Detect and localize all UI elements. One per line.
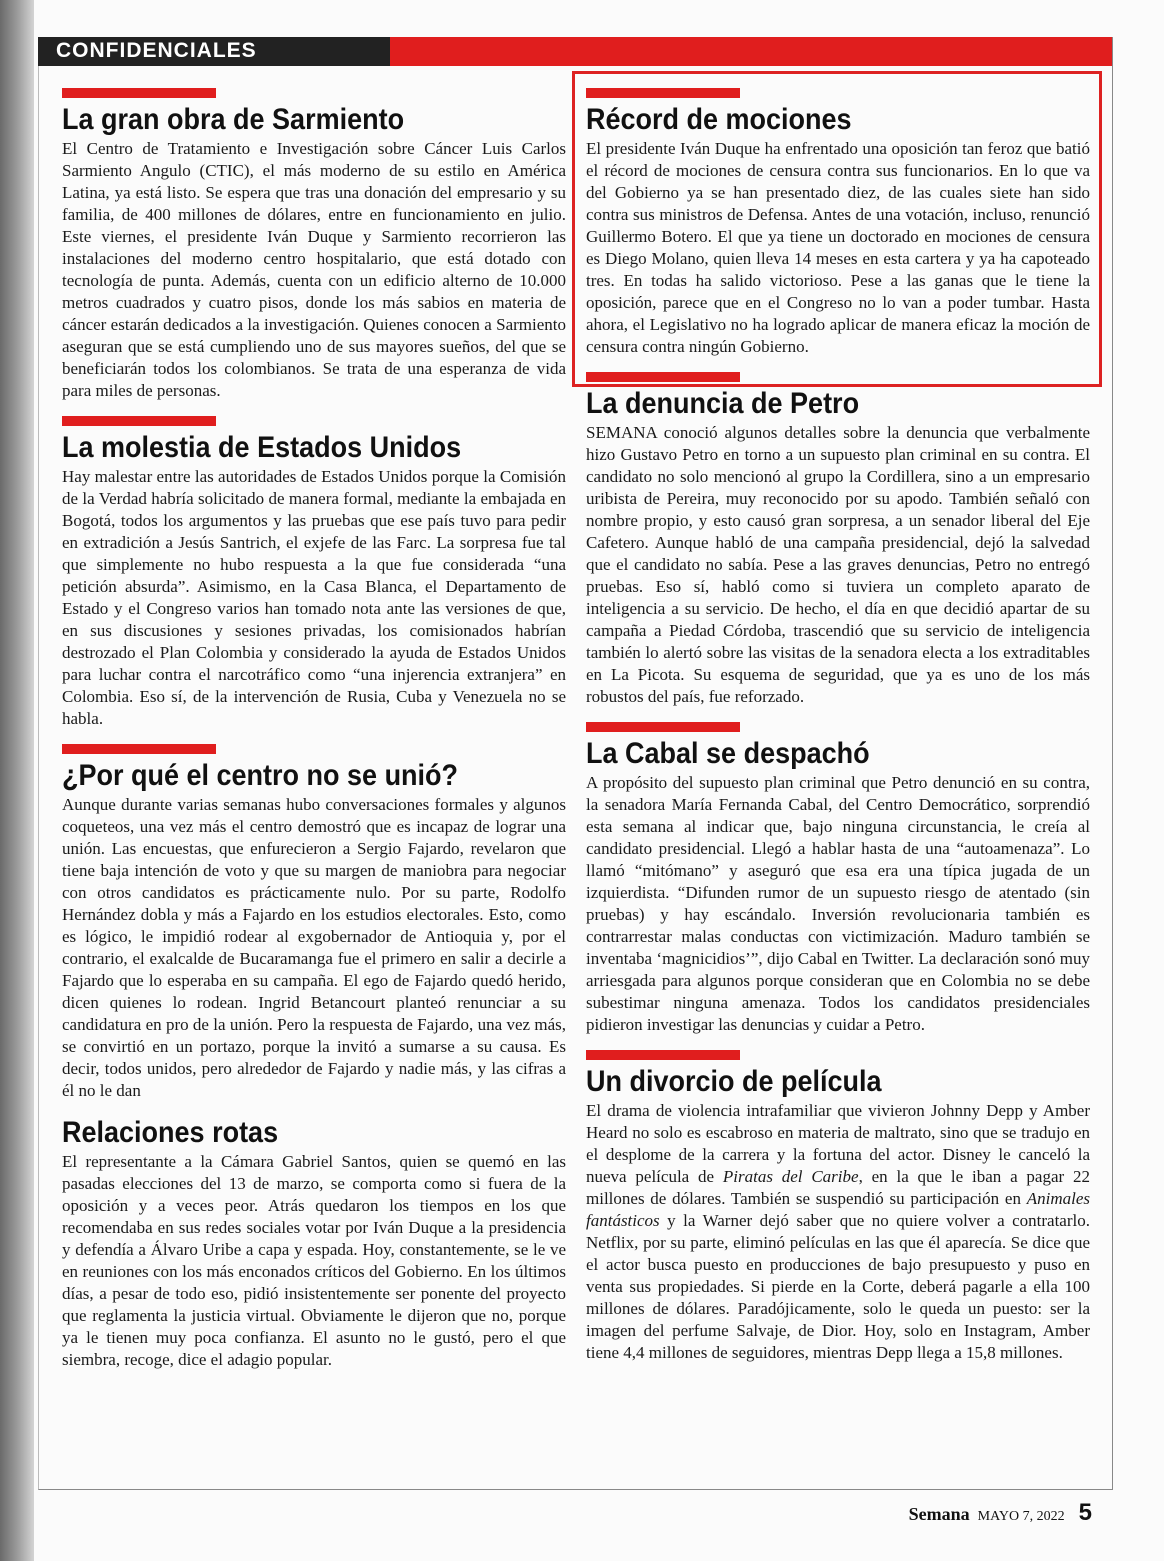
article-divorcio [586,1050,1090,1364]
article-headline: Relaciones rotas [62,1116,279,1149]
article-red-rule [62,416,216,426]
article-cabal [586,722,1090,1036]
article-headline: Récord de mociones [586,103,852,136]
article-body: A propósito del supuesto plan criminal que Petro denunció en su contra, la senadora María Fernanda Cabal, del Centro Democrático, sorprendió esta semana al indicar que, bajo ninguna circunstancia, le creía al candidato presidencial. Llegó a hablar hasta de una “autoamenaza”. Lo llamó “mitómano” y aseguró que esa era una típica jugada de un izquierdista. “Difunden rumor de un supuesto riesgo de atentado (sin pruebas) y hay escándalo. Inversión revolucionaria también es contrarrestar malas conductas con victimización. Maduro también se inventaba ‘magnicidios’”, dijo Cabal en Twitter. La declaración sonó muy arriesgada para algunos porque consideran que en Colombia no se debe subestimar ninguna amenaza. Todos los candidatos presidenciales pidieron investigar las denuncias y cuidar a Petro. [586,773,1090,1034]
article-body: SEMANA conoció algunos detalles sobre la denuncia que verbalmente hizo Gustavo Petro en torno a un supuesto plan criminal en su contra. El candidato no solo mencionó al grupo la Cordillera, sino a un empresario uribista de Pereira, muy reconocido por su apodo. También señaló con nombre propio, y esto causó gran sorpresa, a un senador liberal del Eje Cafetero. Aunque habló de una campaña presidencial, dejó la salvedad que el candidato no sabía. Pese a las graves denuncias, Petro no entregó pruebas. Eso sí, habló como si tuviera un completo aparato de inteligencia a su servicio. De hecho, el día en que decidió apartar de su campaña a Piedad Córdoba, trascendió que su servicio de inteligencia también lo alertó sobre las visitas de la senadora electa a los extraditables en La Picota. Su esquema de seguridad, que ya es uno de los más robustos del país, fue reforzado. [586,423,1090,706]
article-headline: La molestia de Estados Unidos [62,431,462,464]
page-footer [909,1499,1092,1527]
footer-page-number: 5 [1078,1499,1092,1526]
body-text-span: El drama de violencia intrafamiliar que vivieron Johnny Depp y Amber Heard no solo es escabroso en materia de maltrato, sino que se tradujo en el desplome de la carrera y la fortuna del actor. Disney le canceló la nueva película de [586,1101,1090,1186]
article-red-rule [586,1050,740,1060]
article-red-rule [62,744,216,754]
article-headline: Un divorcio de película [586,1065,882,1098]
highlight-box [572,71,1102,387]
section-label: CONFIDENCIALES [56,39,257,62]
article-body [586,1100,1090,1364]
article-headline: La Cabal se despachó [586,737,870,770]
article-denuncia-petro [586,372,1090,708]
footer-magazine-name: Semana [908,1504,970,1524]
body-text-span: y la Warner dejó saber que no quiere volver a contratarlo. Netflix, por su parte, eliminó películas en las que él aparecía. Se dice que el actor busca puesto en producciones de bajo presupuesto y puso en venta sus propiedades. Si pierde en la Corte, deberá pagarle a ella 100 millones de dólares. Paradójicamente, solo le queda un puesto: ser la imagen del perfume Salvaje, de Dior. Hoy, solo en Instagram, Amber tiene 4,4 millones de seguidores, mientras Depp llega a 15,8 millones. [586,1211,1090,1362]
magazine-page [34,0,1164,1561]
body-text-span: , en la que le iban a pagar 22 millones de dólares. También se suspendió su participación en [586,1167,1090,1208]
article-headline: La gran obra de Sarmiento [62,103,405,136]
article-body: El representante a la Cámara Gabriel Santos, quien se quemó en las pasadas elecciones del 13 de marzo, se comporta como si fuera de la oposición y a veces peor. Atrás quedaron los tiempos en los que recomendaba en sus redes sociales votar por Iván Duque a la presidencia y defendía a Álvaro Uribe a capa y espada. Hoy, constantemente, se le ve en reuniones con los más enconados críticos del Gobierno. En los últimos días, a pesar de todo eso, pidió insistentemente ser ponente del proyecto que reglamenta la justicia virtual. Obviamente le dijeron que no, porque ya le tienen muy poca confianza. El asunto no le gustó, pero el que siembra, recoge, dice el adagio popular. [62,1152,566,1369]
article-body: Aunque durante varias semanas hubo conversaciones formales y algunos coqueteos, una vez más el centro demostró que es incapaz de lograr una unión. Las encuestas, que enfurecieron a Sergio Fajardo, revelaron que tiene baja intención de voto y que su margen de maniobra para negociar con otros candidatos es prácticamente nulo. Por su parte, Rodolfo Hernández dobla y más a Fajardo en los estudios electorales. Esto, como es lógico, le impidió rodear al exgobernador de Antioquia y, por el contrario, el exalcalde de Bucaramanga fue el primero en salir a decirle a Fajardo que lo esperaba en su campaña. El ego de Fajardo quedó herido, dicen quienes lo rodean. Ingrid Betancourt planteó renunciar a su candidatura en pro de la unión. Pero la respuesta de Fajardo, una vez más, se convirtió en un portazo, porque la invitó a sumarse a su causa. Es decir, todos unidos, pero alrededor de Fajardo y nadie más, y las cifras a él no le dan [62,795,566,1100]
article-relaciones-rotas [62,1116,566,1371]
article-centro [62,744,566,1102]
article-sarmiento [62,88,566,402]
article-body: El presidente Iván Duque ha enfrentado una oposición tan feroz que batió el récord de mociones de censura contra sus funcionarios. En lo que va del Gobierno ya se han presentado diez, de las cuales siete han sido contra sus ministros de Defensa. Antes de una votación, incluso, renunció Guillermo Botero. El que ya tiene un doctorado en mociones de censura es Diego Molano, quien lleva 14 meses en esta cartera y ya ha capoteado tres. En todas ha salido victorioso. Pese a las ganas que le tiene la oposición, parece que en el Congreso no lo van a poder tumbar. Hasta ahora, el Legislativo no ha logrado aplicar de manera eficaz la moción de censura contra ningún Gobierno. [586,139,1090,356]
article-body: El Centro de Tratamiento e Investigación sobre Cáncer Luis Carlos Sarmiento Angulo (CTIC), el más moderno de su estilo en América Latina, ya está listo. Se espera que tras una donación del empresario y su familia, de 400 millones de dólares, entre en funcionamiento en julio. Este viernes, el presidente Iván Duque y Sarmiento recorrieron las instalaciones del moderno centro hospitalario, que está dotado con tecnología de punta. Además, cuenta con un edificio alterno de 10.000 metros cuadrados y cuatro pisos, donde los más sabios en materia de cáncer estarán dedicados a la investigación. Quienes conocen a Sarmiento aseguran que se está cumpliendo uno de sus mayores sueños, del que se beneficiarán todos los colombianos. Se trata de una esperanza de vida para miles de personas. [62,139,566,400]
article-estados-unidos [62,416,566,730]
article-headline: La denuncia de Petro [586,387,860,420]
movie-title-italic: Piratas del Caribe [722,1167,859,1186]
article-body: Hay malestar entre las autoridades de Estados Unidos porque la Comisión de la Verdad habría solicitado de manera formal, mediante la embajada en Bogotá, todos los argumentos y las pruebas que ese país tuvo para pedir en extradición a Jesús Santrich, el exjefe de las Farc. La sorpresa fue tal que simplemente no hubo respuesta a la que fue considerada “una petición absurda”. Asimismo, en la Casa Blanca, el Departamento de Estado y el Congreso varios han tomado nota ante las versiones de que, en sus discusiones y sesiones privadas, los comisionados habrían destrozado el Plan Colombia y considerado la ayuda de Estados Unidos para luchar contra el narcotráfico como “una injerencia extranjera” en Colombia. Eso sí, de la intervención de Rusia, Cuba y Venezuela no se habla. [62,467,566,728]
article-headline: ¿Por qué el centro no se unió? [62,759,459,792]
article-red-rule [586,722,740,732]
movie-title-italic: Animales fantásticos [586,1189,1090,1230]
page-spine-shadow [0,0,34,1561]
left-column [62,88,566,1385]
footer-date: MAYO 7, 2022 [977,1509,1065,1524]
article-red-rule [62,88,216,98]
